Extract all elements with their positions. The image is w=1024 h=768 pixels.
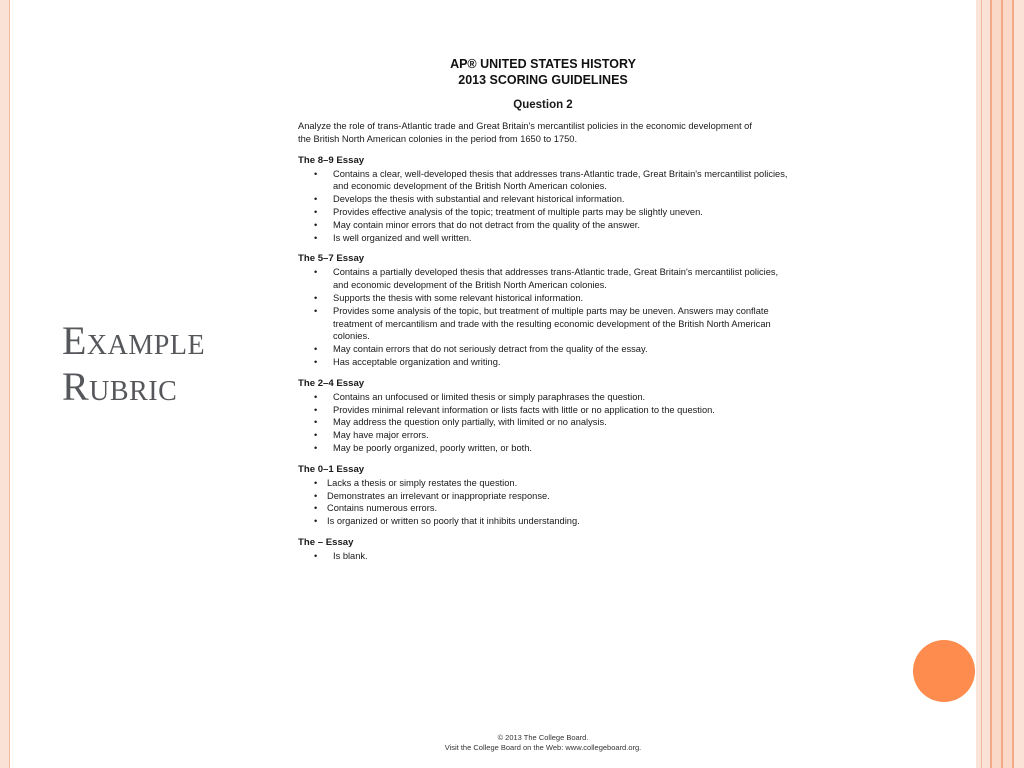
- criterion-text: Is well organized and well written.: [333, 232, 472, 243]
- criterion-text: Provides some analysis of the topic, but treatment of multiple parts may be uneven. Answers may conflate treatment of mercantilism and trade with the resulting economic development of the British North American colonies.: [333, 305, 771, 342]
- document-header: [298, 56, 788, 88]
- criterion-item: [298, 416, 788, 429]
- criterion-item: [298, 292, 788, 305]
- border-stripe: [1003, 0, 1012, 768]
- bullet-icon: •: [314, 550, 318, 561]
- document-header-line: 2013 SCORING GUIDELINES: [458, 73, 628, 87]
- border-stripe: [982, 0, 990, 768]
- bullet-icon: •: [314, 417, 318, 428]
- criterion-item: [298, 266, 788, 292]
- question-heading: Question 2: [513, 99, 573, 111]
- bullet-icon: •: [314, 391, 318, 402]
- criterion-text: Contains numerous errors.: [327, 503, 438, 514]
- footer-line: © 2013 The College Board.: [497, 733, 589, 742]
- criterion-text: May contain minor errors that do not detract from the quality of the answer.: [333, 219, 640, 230]
- criterion-item: [298, 515, 788, 528]
- criterion-text: Contains a partially developed thesis that addresses trans-Atlantic trade, Great Britain's mercantilist policies, and economic development of the British North American colonies.: [333, 267, 779, 291]
- criterion-text: Is organized or written so poorly that it inhibits understanding.: [327, 516, 580, 527]
- criterion-item: [298, 193, 788, 206]
- bullet-icon: •: [314, 442, 318, 453]
- bullet-icon: •: [314, 194, 318, 205]
- bullet-icon: •: [314, 477, 318, 488]
- criterion-item: [298, 206, 788, 219]
- essay-title: The 5–7 Essay: [298, 253, 365, 265]
- slide-title: [62, 318, 205, 410]
- essay-title: The 8–9 Essay: [298, 154, 365, 166]
- criterion-item: [298, 356, 788, 369]
- essay-section-blank: [298, 537, 788, 563]
- right-border-stripes: [976, 0, 1024, 768]
- criterion-text: Has acceptable organization and writing.: [333, 356, 501, 367]
- accent-circle: [913, 640, 975, 702]
- criterion-item: [298, 429, 788, 442]
- criterion-text: May address the question only partially, with limited or no analysis.: [333, 417, 607, 428]
- essay-title: The 0–1 Essay: [298, 463, 365, 475]
- rubric-document: [298, 56, 788, 563]
- slide-title-line: Rubric: [62, 364, 178, 409]
- bullet-icon: •: [314, 267, 318, 278]
- criterion-text: May have major errors.: [333, 430, 429, 441]
- criterion-item: [298, 168, 788, 194]
- criterion-item: [298, 343, 788, 356]
- criterion-item: [298, 404, 788, 417]
- essay-title: The 2–4 Essay: [298, 377, 365, 389]
- bullet-icon: •: [314, 168, 318, 179]
- slide-title-line: Example: [62, 318, 206, 363]
- footer-line: Visit the College Board on the Web: www.collegeboard.org.: [444, 743, 642, 752]
- essay-section-2-4: [298, 378, 788, 455]
- criterion-text: May contain errors that do not seriously detract from the quality of the essay.: [333, 344, 648, 355]
- border-stripe: [1014, 0, 1024, 768]
- essay-section-5-7: [298, 253, 788, 368]
- criterion-text: Contains a clear, well-developed thesis that addresses trans-Atlantic trade, Great Britain's mercantilist policies, and economic development of the British North American colonies.: [333, 168, 788, 192]
- bullet-icon: •: [314, 503, 318, 514]
- bullet-icon: •: [314, 219, 318, 230]
- border-stripe: [992, 0, 1001, 768]
- criterion-item: [298, 550, 788, 563]
- criterion-text: Provides effective analysis of the topic; treatment of multiple parts may be slightly uneven.: [333, 206, 703, 217]
- question-prompt: Analyze the role of trans-Atlantic trade and Great Britain's mercantilist policies in the economic development of the British North American colonies in the period from 1650 to 1750.: [298, 121, 752, 144]
- criterion-text: Develops the thesis with substantial and relevant historical information.: [333, 194, 625, 205]
- criterion-item: [298, 490, 788, 503]
- document-footer: [298, 733, 788, 753]
- bullet-icon: •: [314, 232, 318, 243]
- bullet-icon: •: [314, 344, 318, 355]
- bullet-icon: •: [314, 430, 318, 441]
- bullet-icon: •: [314, 356, 318, 367]
- criterion-text: Is blank.: [333, 550, 368, 561]
- criterion-item: [298, 232, 788, 245]
- criterion-item: [298, 477, 788, 490]
- essay-title: The – Essay: [298, 536, 354, 548]
- criterion-text: Lacks a thesis or simply restates the question.: [327, 477, 518, 488]
- criterion-item: [298, 442, 788, 455]
- criterion-text: Provides minimal relevant information or lists facts with little or no application to the question.: [333, 404, 715, 415]
- bullet-icon: •: [314, 490, 318, 501]
- criterion-text: Demonstrates an irrelevant or inappropriate response.: [327, 490, 550, 501]
- bullet-icon: •: [314, 305, 318, 316]
- criterion-item: [298, 305, 788, 343]
- criterion-text: Supports the thesis with some relevant historical information.: [333, 292, 584, 303]
- essay-section-8-9: [298, 155, 788, 245]
- criterion-item: [298, 219, 788, 232]
- document-header-line: AP® UNITED STATES HISTORY: [450, 57, 636, 71]
- left-border-strip: [0, 0, 10, 768]
- essay-section-0-1: [298, 464, 788, 528]
- criterion-item: [298, 502, 788, 515]
- bullet-icon: •: [314, 404, 318, 415]
- bullet-icon: •: [314, 206, 318, 217]
- bullet-icon: •: [314, 516, 318, 527]
- criterion-text: Contains an unfocused or limited thesis or simply paraphrases the question.: [333, 391, 646, 402]
- bullet-icon: •: [314, 292, 318, 303]
- criterion-text: May be poorly organized, poorly written, or both.: [333, 442, 532, 453]
- criterion-item: [298, 391, 788, 404]
